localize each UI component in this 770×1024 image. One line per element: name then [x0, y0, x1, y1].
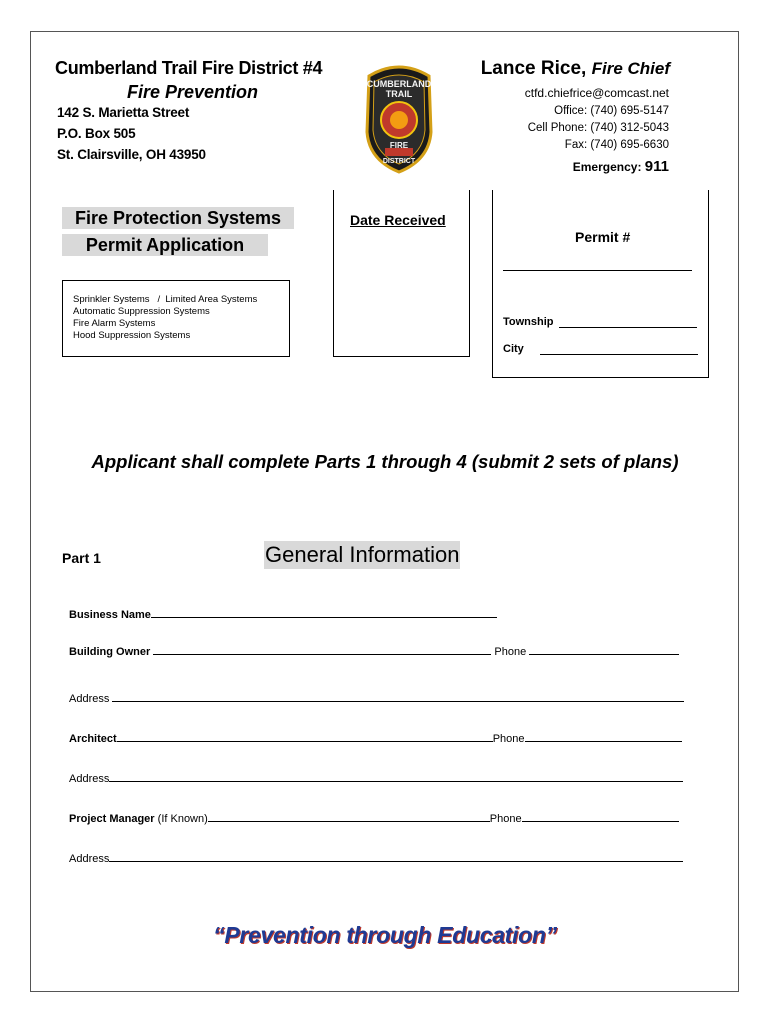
address-line-1: 142 S. Marietta Street [57, 105, 190, 120]
project-manager-row [69, 812, 679, 825]
fire-district-badge-icon [365, 62, 433, 174]
address-line-2: P.O. Box 505 [57, 126, 136, 141]
district-name: Cumberland Trail Fire District #4 [55, 58, 323, 78]
township-field[interactable] [559, 327, 697, 328]
pm-address-label: Address [69, 853, 110, 865]
fax-number: Fax: (740) 695-6630 [564, 139, 669, 151]
system-item: Sprinkler Systems / Limited Area Systems [73, 294, 258, 305]
architect-address-field[interactable] [109, 772, 683, 782]
architect-phone-label: Phone [492, 733, 525, 745]
chief-email[interactable]: ctfd.chiefrice@comcast.net [524, 86, 669, 100]
project-manager-label: Project Manager [69, 813, 155, 825]
city-field[interactable] [540, 354, 698, 355]
chief-title: Fire Chief [591, 59, 670, 78]
township-label: Township [503, 316, 554, 328]
architect-phone-field[interactable] [525, 732, 682, 742]
building-owner-label: Building Owner [69, 646, 151, 658]
pm-phone-field[interactable] [522, 812, 679, 822]
building-owner-row [69, 645, 679, 658]
architect-address-row [69, 772, 683, 785]
emergency-line [573, 158, 669, 175]
pm-address-row [69, 852, 683, 865]
building-owner-field[interactable] [153, 645, 491, 655]
chief-name: Lance Rice [480, 58, 582, 79]
owner-phone-field[interactable] [529, 645, 679, 655]
form-title-line-1: Fire Protection Systems [62, 207, 294, 229]
svg-text:TRAIL: TRAIL [385, 89, 413, 99]
chief-heading: Lance Rice, Fire Chief [480, 58, 670, 79]
svg-text:DISTRICT: DISTRICT [382, 158, 416, 165]
pm-phone-label: Phone [489, 813, 522, 825]
city-label: City [503, 343, 524, 355]
architect-address-label: Address [69, 773, 110, 785]
part-label: Part 1 [62, 550, 101, 566]
svg-text:CUMBERLAND: CUMBERLAND [366, 79, 432, 89]
architect-label: Architect [69, 733, 117, 745]
owner-address-label: Address [69, 693, 110, 705]
business-name-row [69, 608, 497, 621]
permit-box [492, 190, 709, 378]
date-received-label: Date Received [350, 212, 446, 228]
project-manager-field[interactable] [208, 812, 490, 822]
architect-row [69, 732, 682, 745]
system-item: Fire Alarm Systems [73, 318, 156, 329]
section-title: General Information [265, 542, 460, 567]
emergency-label: Emergency: [572, 160, 642, 174]
division-name: Fire Prevention [127, 82, 259, 102]
permit-number-label: Permit # [575, 229, 631, 245]
owner-address-row [69, 692, 684, 705]
owner-address-field[interactable] [112, 692, 684, 702]
if-known-label: (If Known) [157, 813, 208, 825]
svg-text:FIRE: FIRE [389, 141, 409, 150]
business-name-field[interactable] [151, 608, 497, 618]
systems-list-box [62, 280, 290, 357]
emergency-number: 911 [644, 158, 669, 175]
office-phone: Office: (740) 695-5147 [554, 105, 669, 117]
motto: “Prevention through Education” [213, 922, 557, 948]
business-name-label: Business Name [69, 609, 151, 621]
architect-field[interactable] [117, 732, 493, 742]
address-line-3: St. Clairsville, OH 43950 [57, 147, 206, 162]
pm-address-field[interactable] [109, 852, 683, 862]
system-item: Hood Suppression Systems [73, 330, 191, 341]
owner-phone-label: Phone [494, 646, 527, 658]
instructions-text: Applicant shall complete Parts 1 through 4 (submit 2 sets of plans) [91, 451, 679, 472]
cell-phone: Cell Phone: (740) 312-5043 [527, 122, 669, 134]
form-title-line-2: Permit Application [62, 234, 268, 256]
permit-number-field[interactable] [503, 270, 692, 271]
system-item: Automatic Suppression Systems [73, 306, 210, 317]
page-border [30, 31, 739, 992]
